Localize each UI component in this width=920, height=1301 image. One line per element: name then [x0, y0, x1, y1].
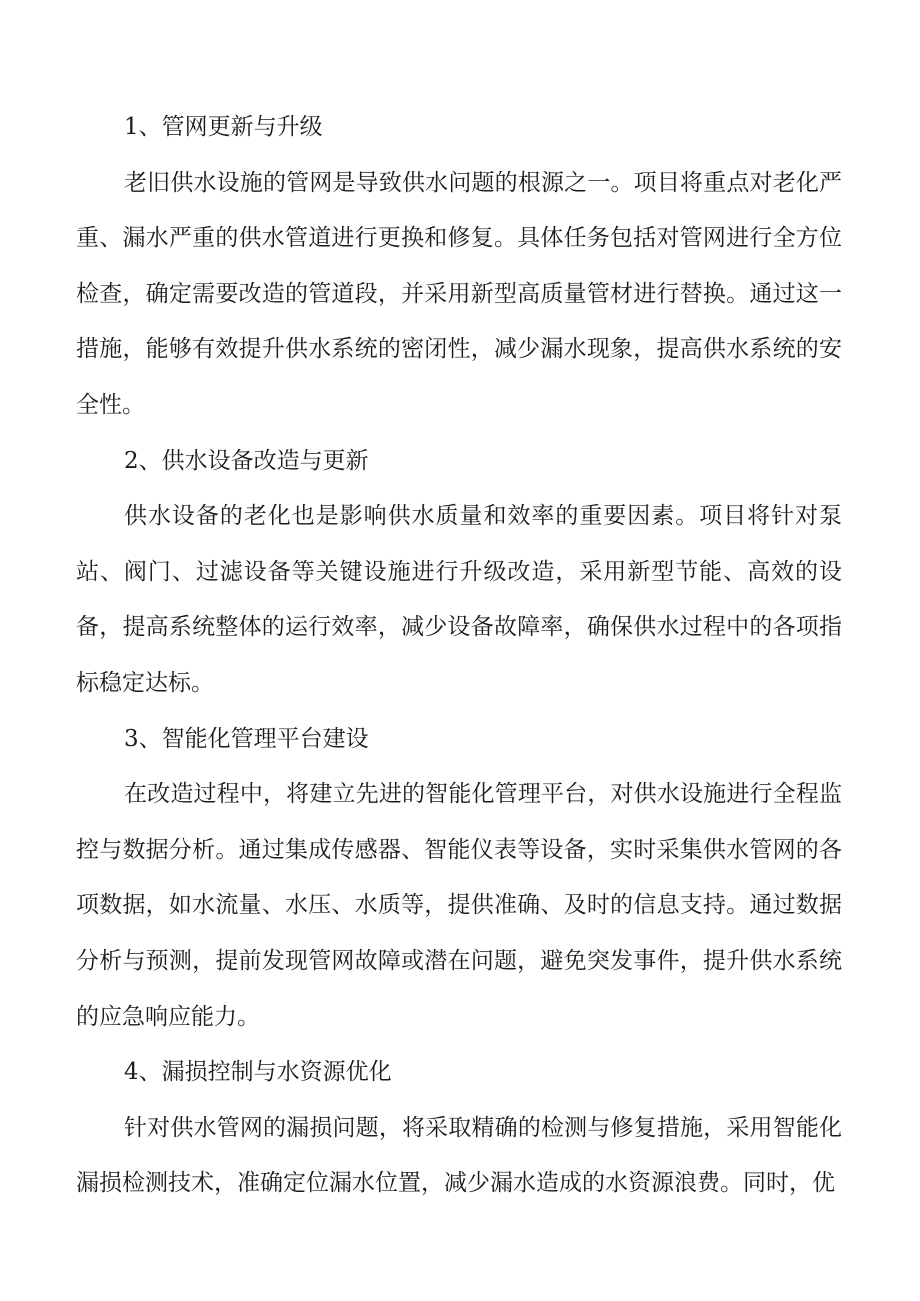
section-heading-1: 1、管网更新与升级: [124, 114, 323, 140]
section-paragraph-3: 在改造过程中，将建立先进的智能化管理平台，对供水设施进行全程监控与数据分析。通过集成传感器、智能仪表等设备，实时采集供水管网的各项数据，如水流量、水压、水质等，提供准确、及时的信息支持。通过数据分析与预测，提前发现管网故障或潜在问题，避免突发事件，提升供水系统的应急响应能力。: [76, 781, 842, 1030]
section-heading-2: 2、供水设备改造与更新: [124, 447, 369, 474]
document-body: [76, 100, 842, 1212]
section-paragraph-2: 供水设备的老化也是影响供水质量和效率的重要因素。项目将针对泵站、阀门、过滤设备等关键设施进行升级改造，采用新型节能、高效的设备，提高系统整体的运行效率，减少设备故障率，确保供水过程中的各项指标稳定达标。: [76, 503, 842, 696]
section-paragraph-1: 老旧供水设施的管网是导致供水问题的根源之一。项目将重点对老化严重、漏水严重的供水管道进行更换和修复。具体任务包括对管网进行全方位检查，确定需要改造的管道段，并采用新型高质量管材进行替换。通过这一措施，能够有效提升供水系统的密闭性，减少漏水现象，提高供水系统的安全性。: [76, 169, 842, 418]
section-paragraph-4: 针对供水管网的漏损问题，将采取精确的检测与修复措施，采用智能化漏损检测技术，准确定位漏水位置，减少漏水造成的水资源浪费。同时，优: [76, 1114, 842, 1197]
section-heading-4: 4、漏损控制与水资源优化: [124, 1059, 392, 1086]
section-heading-3: 3、智能化管理平台建设: [124, 725, 369, 752]
